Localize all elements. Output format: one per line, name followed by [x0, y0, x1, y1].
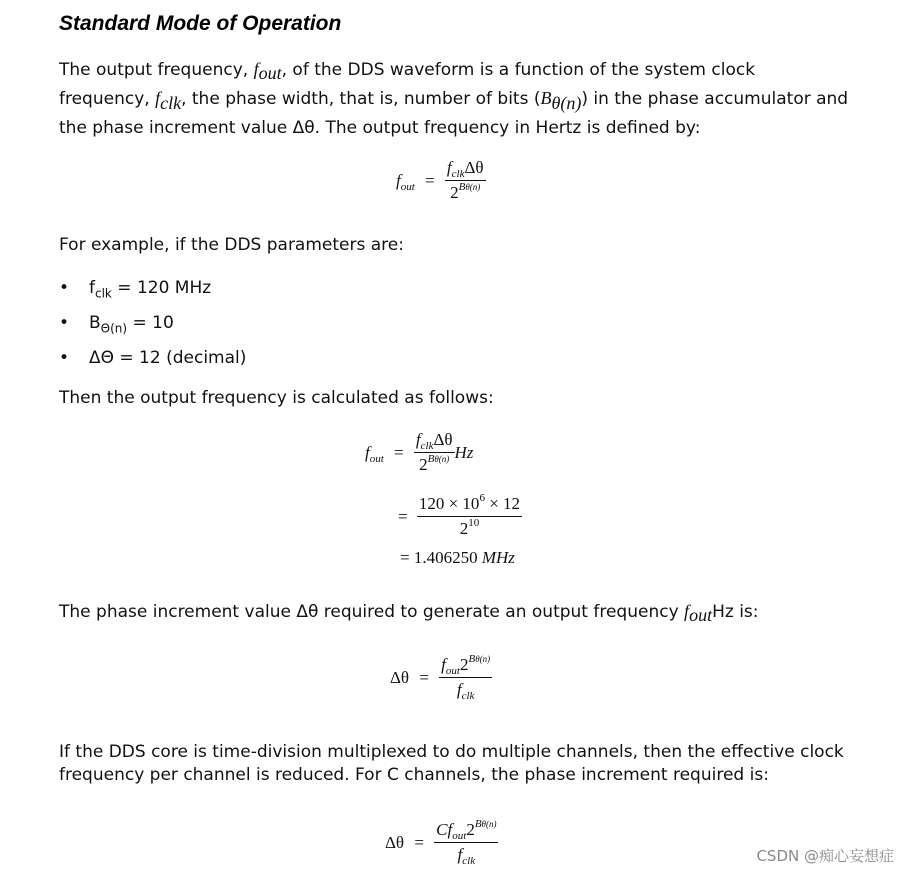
equation-calc-line-1: $f_{out}$ = $\frac{f_{clk}\Delta\theta}{2^{B\theta(n)}}$ Hz: [365, 430, 473, 478]
equation-phase-increment-channels: Δθ = $\frac{Cf_{out}2^{B\theta(n)}}{f_{clk}}$: [385, 818, 497, 867]
equation-calc-line-3: = 1.406250 MHz: [400, 548, 515, 567]
equation-output-frequency: $f_{out}$ = $\frac{f_{clk}\Delta\theta}{2^{B\theta(n)}}$: [396, 158, 486, 206]
fraction: $\frac{f_{clk}\Delta\theta}{2^{B\theta(n)}}$: [446, 158, 484, 202]
example-intro: For example, if the DDS parameters are:: [59, 235, 404, 255]
fraction: $\frac{f_{out}2^{B\theta(n)}}{f_{clk}}$: [441, 653, 491, 702]
intro-line-3: the phase increment value Δθ. The output frequency in Hertz is defined by:: [59, 117, 701, 138]
tdm-paragraph: [59, 741, 844, 787]
watermark: CSDN @痴心妄想症: [756, 847, 894, 865]
fraction: $\frac{Cf_{out}2^{B\theta(n)}}{f_{clk}}$: [436, 818, 497, 867]
tdm-line-1: If the DDS core is time-division multiplexed to do multiple channels, then the effective clock: [59, 742, 844, 762]
list-item: • $B_{\Theta(n)} = 10$: [59, 313, 174, 336]
parameter-list: [59, 274, 246, 379]
section-heading: Standard Mode of Operation: [59, 12, 342, 35]
list-item: • $f_{clk} = 120$ MHz: [59, 278, 212, 301]
intro-line-2: frequency, $f_{clk}$, the phase width, that is, number of bits $(B_{\theta(n)})$ in the phase accumulator and: [59, 88, 849, 113]
tdm-line-2: frequency per channel is reduced. For C channels, the phase increment required is:: [59, 765, 769, 785]
fraction: $\frac{120 \times 10^6 \times 12}{2^{10}}$: [418, 492, 521, 538]
fraction: $\frac{f_{clk}\Delta\theta}{2^{B\theta(n)}}$: [415, 430, 453, 474]
equation-phase-increment: Δθ = $\frac{f_{out}2^{B\theta(n)}}{f_{clk}}$: [390, 653, 491, 702]
equation-calc-line-2: = $\frac{120 \times 10^6 \times 12}{2^{10}}$: [398, 494, 522, 542]
list-item: • ΔΘ = 12 (decimal): [59, 348, 247, 368]
then-text: Then the output frequency is calculated as follows:: [59, 388, 494, 408]
intro-paragraph: [59, 58, 848, 140]
phase-increment-text: The phase increment value Δθ required to generate an output frequency $f_{out}Hz$ is:: [59, 601, 759, 626]
intro-line-1: The output frequency, $f_{out}$, of the DDS waveform is a function of the system clock: [59, 59, 756, 84]
